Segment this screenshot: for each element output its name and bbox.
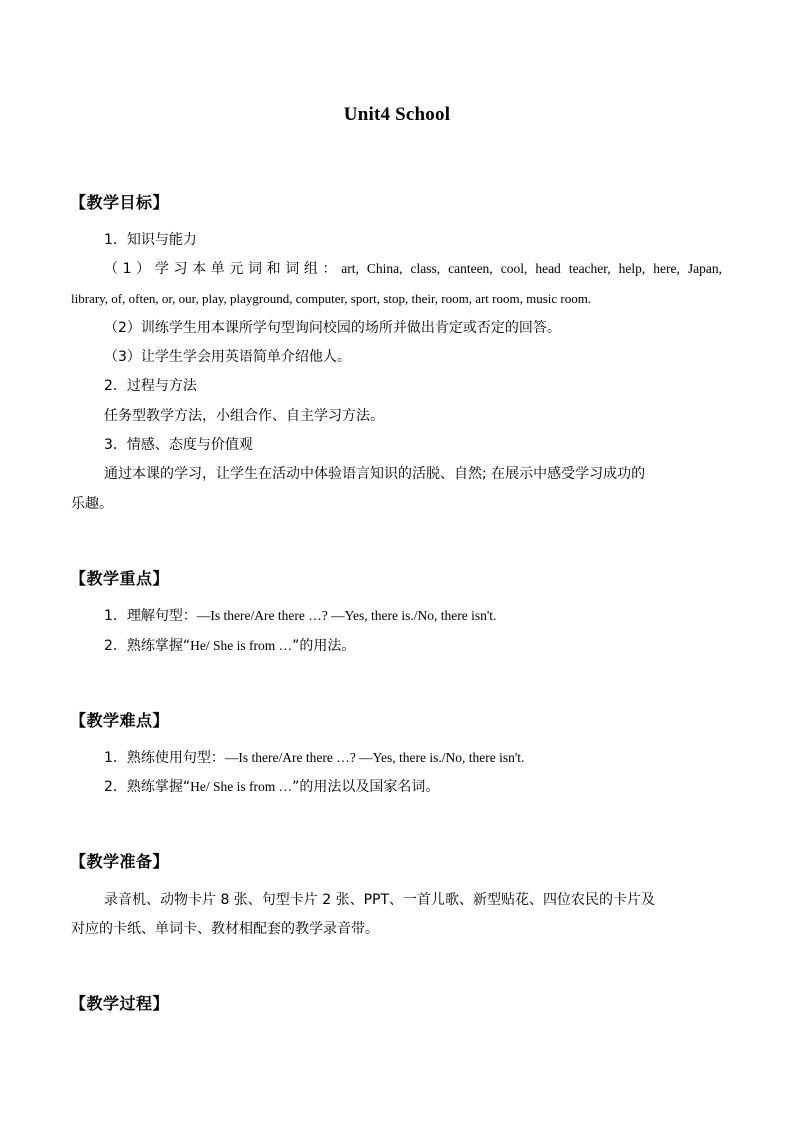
preparation-text-a: 录音机、动物卡片 8 张、句型卡片 2 张、PPT、一首儿歌、新型贴花、四位农民的卡片及 bbox=[104, 892, 656, 908]
key-points-item2-cn-a: 2．熟练掌握“ bbox=[104, 638, 191, 654]
goals-item2-label: 2．过程与方法 bbox=[104, 378, 197, 394]
key-points-item2-cn-b: ”的用法。 bbox=[292, 638, 356, 654]
goals-item3-label: 3．情感、态度与价值观 bbox=[104, 437, 253, 453]
goals-item1-sub1-prefix: （1）学习本单元词和词组： bbox=[104, 261, 342, 277]
difficult-points-item1-cn: 1．熟练使用句型： bbox=[104, 750, 225, 766]
difficult-points-item2-cn-a: 2．熟练掌握“ bbox=[104, 779, 191, 795]
difficult-points-item2-cn-b: ”的用法以及国家名词。 bbox=[292, 779, 440, 795]
goals-item2-text: 任务型教学方法，小组合作、自主学习方法。 bbox=[104, 408, 384, 424]
goals-item1-sub1-words-a: art, China, class, canteen, cool, head teacher, help, here, Japan, bbox=[341, 261, 722, 276]
section-heading-key-points: 【教学重点】 bbox=[70, 569, 170, 588]
goals-item1-sub3: （3）让学生学会用英语简单介绍他人。 bbox=[104, 349, 351, 365]
key-points-item1-cn: 1．理解句型： bbox=[104, 608, 197, 624]
goals-item1-sub1-words-b: library, of, often, or, our, play, playground, computer, sport, stop, their, room, art room, music room. bbox=[71, 291, 592, 306]
goals-item3-text-b: 乐趣。 bbox=[71, 496, 113, 512]
key-points-item2 bbox=[104, 636, 355, 656]
section-heading-preparation: 【教学准备】 bbox=[70, 852, 170, 871]
key-points-item1-en: —Is there/Are there …? —Yes, there is./No, there isn't. bbox=[196, 608, 497, 623]
page-title: Unit4 School bbox=[343, 104, 451, 125]
section-heading-process: 【教学过程】 bbox=[70, 994, 170, 1013]
key-points-item2-en: He/ She is from … bbox=[190, 638, 293, 653]
goals-item3-text-a: 通过本课的学习，让学生在活动中体验语言知识的活脱、自然; 在展示中感受学习成功的 bbox=[104, 466, 646, 482]
goals-item1-sub1-line1 bbox=[104, 259, 722, 279]
goals-item1-sub2: （2）训练学生用本课所学句型询问校园的场所并做出肯定或否定的回答。 bbox=[104, 320, 561, 336]
key-points-item1 bbox=[104, 606, 496, 626]
section-heading-goals: 【教学目标】 bbox=[70, 193, 170, 212]
section-heading-difficult-points: 【教学难点】 bbox=[70, 711, 170, 730]
difficult-points-item1 bbox=[104, 748, 524, 768]
difficult-points-item2 bbox=[104, 777, 439, 797]
preparation-text-b: 对应的卡纸、单词卡、教材相配套的教学录音带。 bbox=[71, 921, 379, 937]
goals-item1-label: 1．知识与能力 bbox=[104, 232, 197, 248]
difficult-points-item1-en: —Is there/Are there …? —Yes, there is./No, there isn't. bbox=[224, 750, 525, 765]
difficult-points-item2-en: He/ She is from … bbox=[190, 779, 293, 794]
